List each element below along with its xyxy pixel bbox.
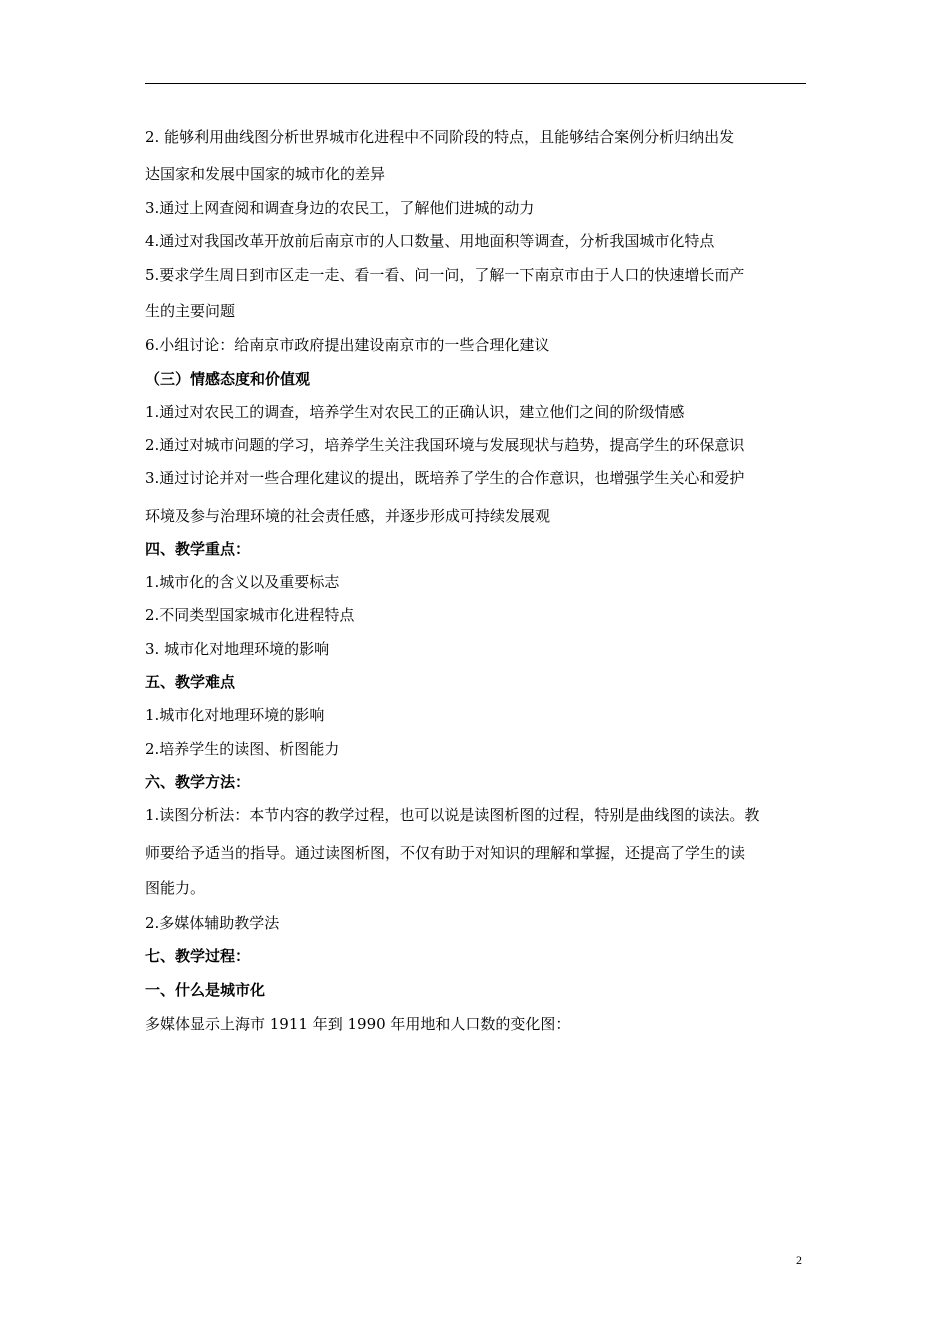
section-heading: 四、教学重点： <box>145 540 251 558</box>
body-line: 达国家和发展中国家的城市化的差异 <box>145 165 386 183</box>
body-line: 6.小组讨论：给南京市政府提出建设南京市的一些合理化建议 <box>145 336 550 354</box>
header-rule <box>145 83 806 84</box>
body-line: 环境及参与治理环境的社会责任感，并逐步形成可持续发展观 <box>145 507 551 525</box>
body-line: 1.城市化对地理环境的影响 <box>145 706 325 724</box>
body-line: 2.不同类型国家城市化进程特点 <box>145 606 355 624</box>
body-line: 图能力。 <box>145 879 206 897</box>
section-heading: 六、教学方法： <box>145 773 251 791</box>
body-line: 多媒体显示上海市 1911 年到 1990 年用地和人口数的变化图： <box>145 1015 571 1033</box>
body-line: 师要给予适当的指导。通过读图析图，不仅有助于对知识的理解和掌握，还提高了学生的读 <box>145 844 746 862</box>
body-line: 3. 城市化对地理环境的影响 <box>145 640 330 658</box>
body-line: 2.多媒体辅助教学法 <box>145 914 280 932</box>
body-line: 生的主要问题 <box>145 302 236 320</box>
body-line: 1.城市化的含义以及重要标志 <box>145 573 340 591</box>
body-line: 2. 能够利用曲线图分析世界城市化进程中不同阶段的特点，且能够结合案例分析归纳出发 <box>145 128 735 146</box>
section-heading: 一、什么是城市化 <box>145 981 266 999</box>
body-line: 5.要求学生周日到市区走一走、看一看、问一问，了解一下南京市由于人口的快速增长而产 <box>145 266 745 284</box>
body-line: 3.通过讨论并对一些合理化建议的提出，既培养了学生的合作意识，也增强学生关心和爱护 <box>145 469 745 487</box>
page-number: 2 <box>796 1253 802 1267</box>
body-line: 4.通过对我国改革开放前后南京市的人口数量、用地面积等调查，分析我国城市化特点 <box>145 232 715 250</box>
body-line: 1.通过对农民工的调查，培养学生对农民工的正确认识，建立他们之间的阶级情感 <box>145 403 685 421</box>
body-line: 2.培养学生的读图、析图能力 <box>145 740 340 758</box>
section-heading: （三）情感态度和价值观 <box>145 370 311 388</box>
body-line: 2.通过对城市问题的学习，培养学生关注我国环境与发展现状与趋势，提高学生的环保意识 <box>145 436 745 454</box>
body-line: 1.读图分析法：本节内容的教学过程，也可以说是读图析图的过程，特别是曲线图的读法。教 <box>145 806 760 824</box>
section-heading: 五、教学难点 <box>145 673 236 691</box>
body-line: 3.通过上网查阅和调查身边的农民工，了解他们进城的动力 <box>145 199 535 217</box>
section-heading: 七、教学过程： <box>145 947 251 965</box>
